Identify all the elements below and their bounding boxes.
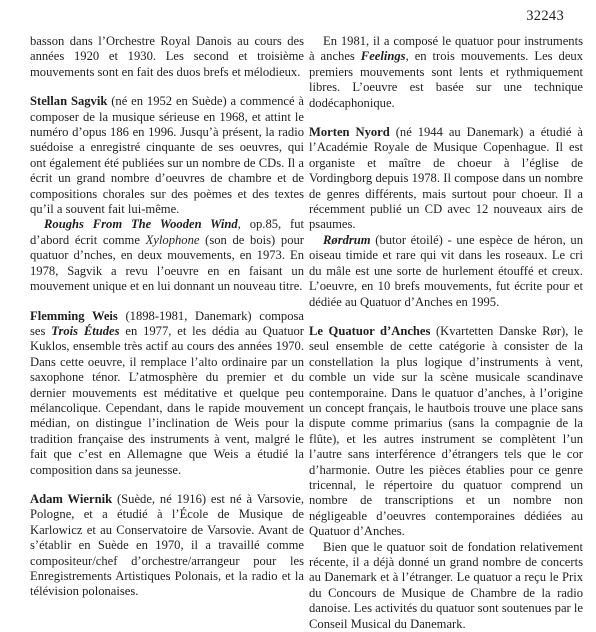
work-title: Roughs From The Wooden Wind (44, 217, 238, 232)
paragraph-quatuor (309, 324, 583, 540)
paragraph-text: , op.85, fut d’abord écrit comme (30, 217, 304, 247)
paragraph-text: (butor étoilé) - une espèce de héron, un oiseau timide et rare qui vit dans les roseaux. Le cri du mâle est une sorte de hurlement étouffé et creux. L’oeuvre, en 10 brefs mouvements, fut écrite pour et dédiée au Quatuor d’Anches en 1995. (309, 232, 583, 309)
paragraph-wiernik-cont (309, 34, 583, 111)
paragraph-text: (Kvartetten Danske Rør), le seul ensemble de cette catégorie à consister de la constellation la plus logique d’instruments à vent, comble un vide sur la scène musicale scandinave contemporaine. Dans le quatuor d’anches, à l’origine un concept français, le hautbois trouve une place sans dispute comme primarius (sans la compagnie de la flûte), et les autres instrument se complètent l’un l’autre sans interférence d’étrangers tels que le cor d’harmonie. Outre les pièces établies pour ce genre tricennal, le répertoire du quatuor comprend un nombre de transcriptions et un nombre non négligeable d’oeuvres contemporaines dédiées au Quatuor d’Anches. (309, 323, 583, 539)
composer-name: Stellan Sagvik (30, 94, 108, 109)
paragraph-sagvik-work (30, 217, 304, 294)
left-column (30, 34, 304, 600)
composer-name: Flemming Weis (30, 308, 118, 323)
ensemble-name: Le Quatuor d’Anches (309, 323, 431, 338)
paragraph-text: en 1977, et les dédia au Quatuor Kuklos, ensemble très actif au cours des années 1970. Dans cette oeuvre, il remplace l’alto ordinaire par un saxophone ténor. L’atmosphère du premier et du dernier mouvements est méditative et quelque peu mélancolique. Cependant, dans le rapide mouvement médian, on distingue l’inclination de Weis pour la tradition française des instruments à vent, malgré le fait que c’est en Allemagne que Weis a étudié la composition dans sa jeunesse. (30, 323, 304, 477)
work-title: Trois Études (51, 323, 120, 338)
work-title: Feelings (360, 49, 406, 64)
paragraph-nyord (309, 125, 583, 233)
work-title: Rørdrum (323, 232, 371, 247)
paragraph-text: (son de bois) pour quatuor d’nches, en deux mouvements, en 1973. En 1978, Sagvik a revu l’oeuvre en en faisant un mouvement unique et en lui donnant un nouveau titre. (30, 232, 304, 294)
paragraph-sagvik (30, 94, 304, 217)
composer-name: Morten Nyord (309, 125, 390, 140)
paragraph-wiernik (30, 492, 304, 600)
composer-name: Adam Wiernik (30, 491, 113, 506)
paragraph-text: basson dans l’Orchestre Royal Danois au cours des années 1920 et 1930. Les second et troisième mouvements sont en fait des duos brefs et mélodieux. (30, 34, 304, 79)
paragraph-text: , en trois mouvements. Les deux premiers mouvements sont lents et rythmiquement libres. L’oeuvre est basée sur une technique dodécaphonique. (309, 49, 584, 110)
paragraph-text: (1898-1981, Danemark) composa ses (30, 308, 305, 338)
paragraph-nyord-work (309, 233, 583, 310)
right-column (309, 34, 583, 632)
paragraph-intro (30, 34, 304, 80)
paragraph-text: (Suède, né 1916) est né à Varsovie, Pologne, et a étudié à l’École de Musique de Karlowicz et au Conservatoire de Varsovie. Avant de s’établir en Suède en 1970, il a travaillé comme compositeur/chef d’orchestre/arrangeur pour les Enregistrements Artistiques Polonais, et la radio et la télévision polonaises. (30, 491, 304, 599)
work-alt-title: Xylophone (145, 232, 200, 247)
paragraph-text: (né 1944 au Danemark) a étudié à l’Académie Royale de Musique Copenhague. Il est organiste et maître de choeur à l’église de Vordingborg depuis 1978. Il compose dans un nombre de genres différents, mais surtout pour choeur. Il a récemment publié un CD avec 12 nouveaux airs de psaumes. (309, 125, 583, 232)
paragraph-text: En 1981, il a composé le quatuor pour instruments à anches (309, 34, 583, 64)
paragraph-weis (30, 309, 304, 478)
paragraph-text: (né en 1952 en Suède) a commencé à composer de la musique sérieuse en 1968, et attint le numéro d’opus 186 en 1996. Jusqu’à présent, la radio suédoise a enregistré cinquante de ses oeuvres, qui ont également été publiées sur un nombre de CDs. Il a écrit un grand nombre d’oeuvres de chambre et de compositions chorales sur des poèmes et des textes qu’il a souvent fait lui-même. (30, 94, 304, 217)
paragraph-text: Bien que le quatuor soit de fondation relativement récente, il a déjà donné un grand nombre de concerts au Danemark et à l’étranger. Le quatuor a reçu le Prix du Concours de Musique de Chambre de la radio danoise. Les activités du quatuor sont soutenues par le Conseil Musical du Danemark. (309, 539, 583, 631)
paragraph-quatuor-cont (309, 540, 583, 632)
page-number: 32243 (526, 8, 564, 24)
